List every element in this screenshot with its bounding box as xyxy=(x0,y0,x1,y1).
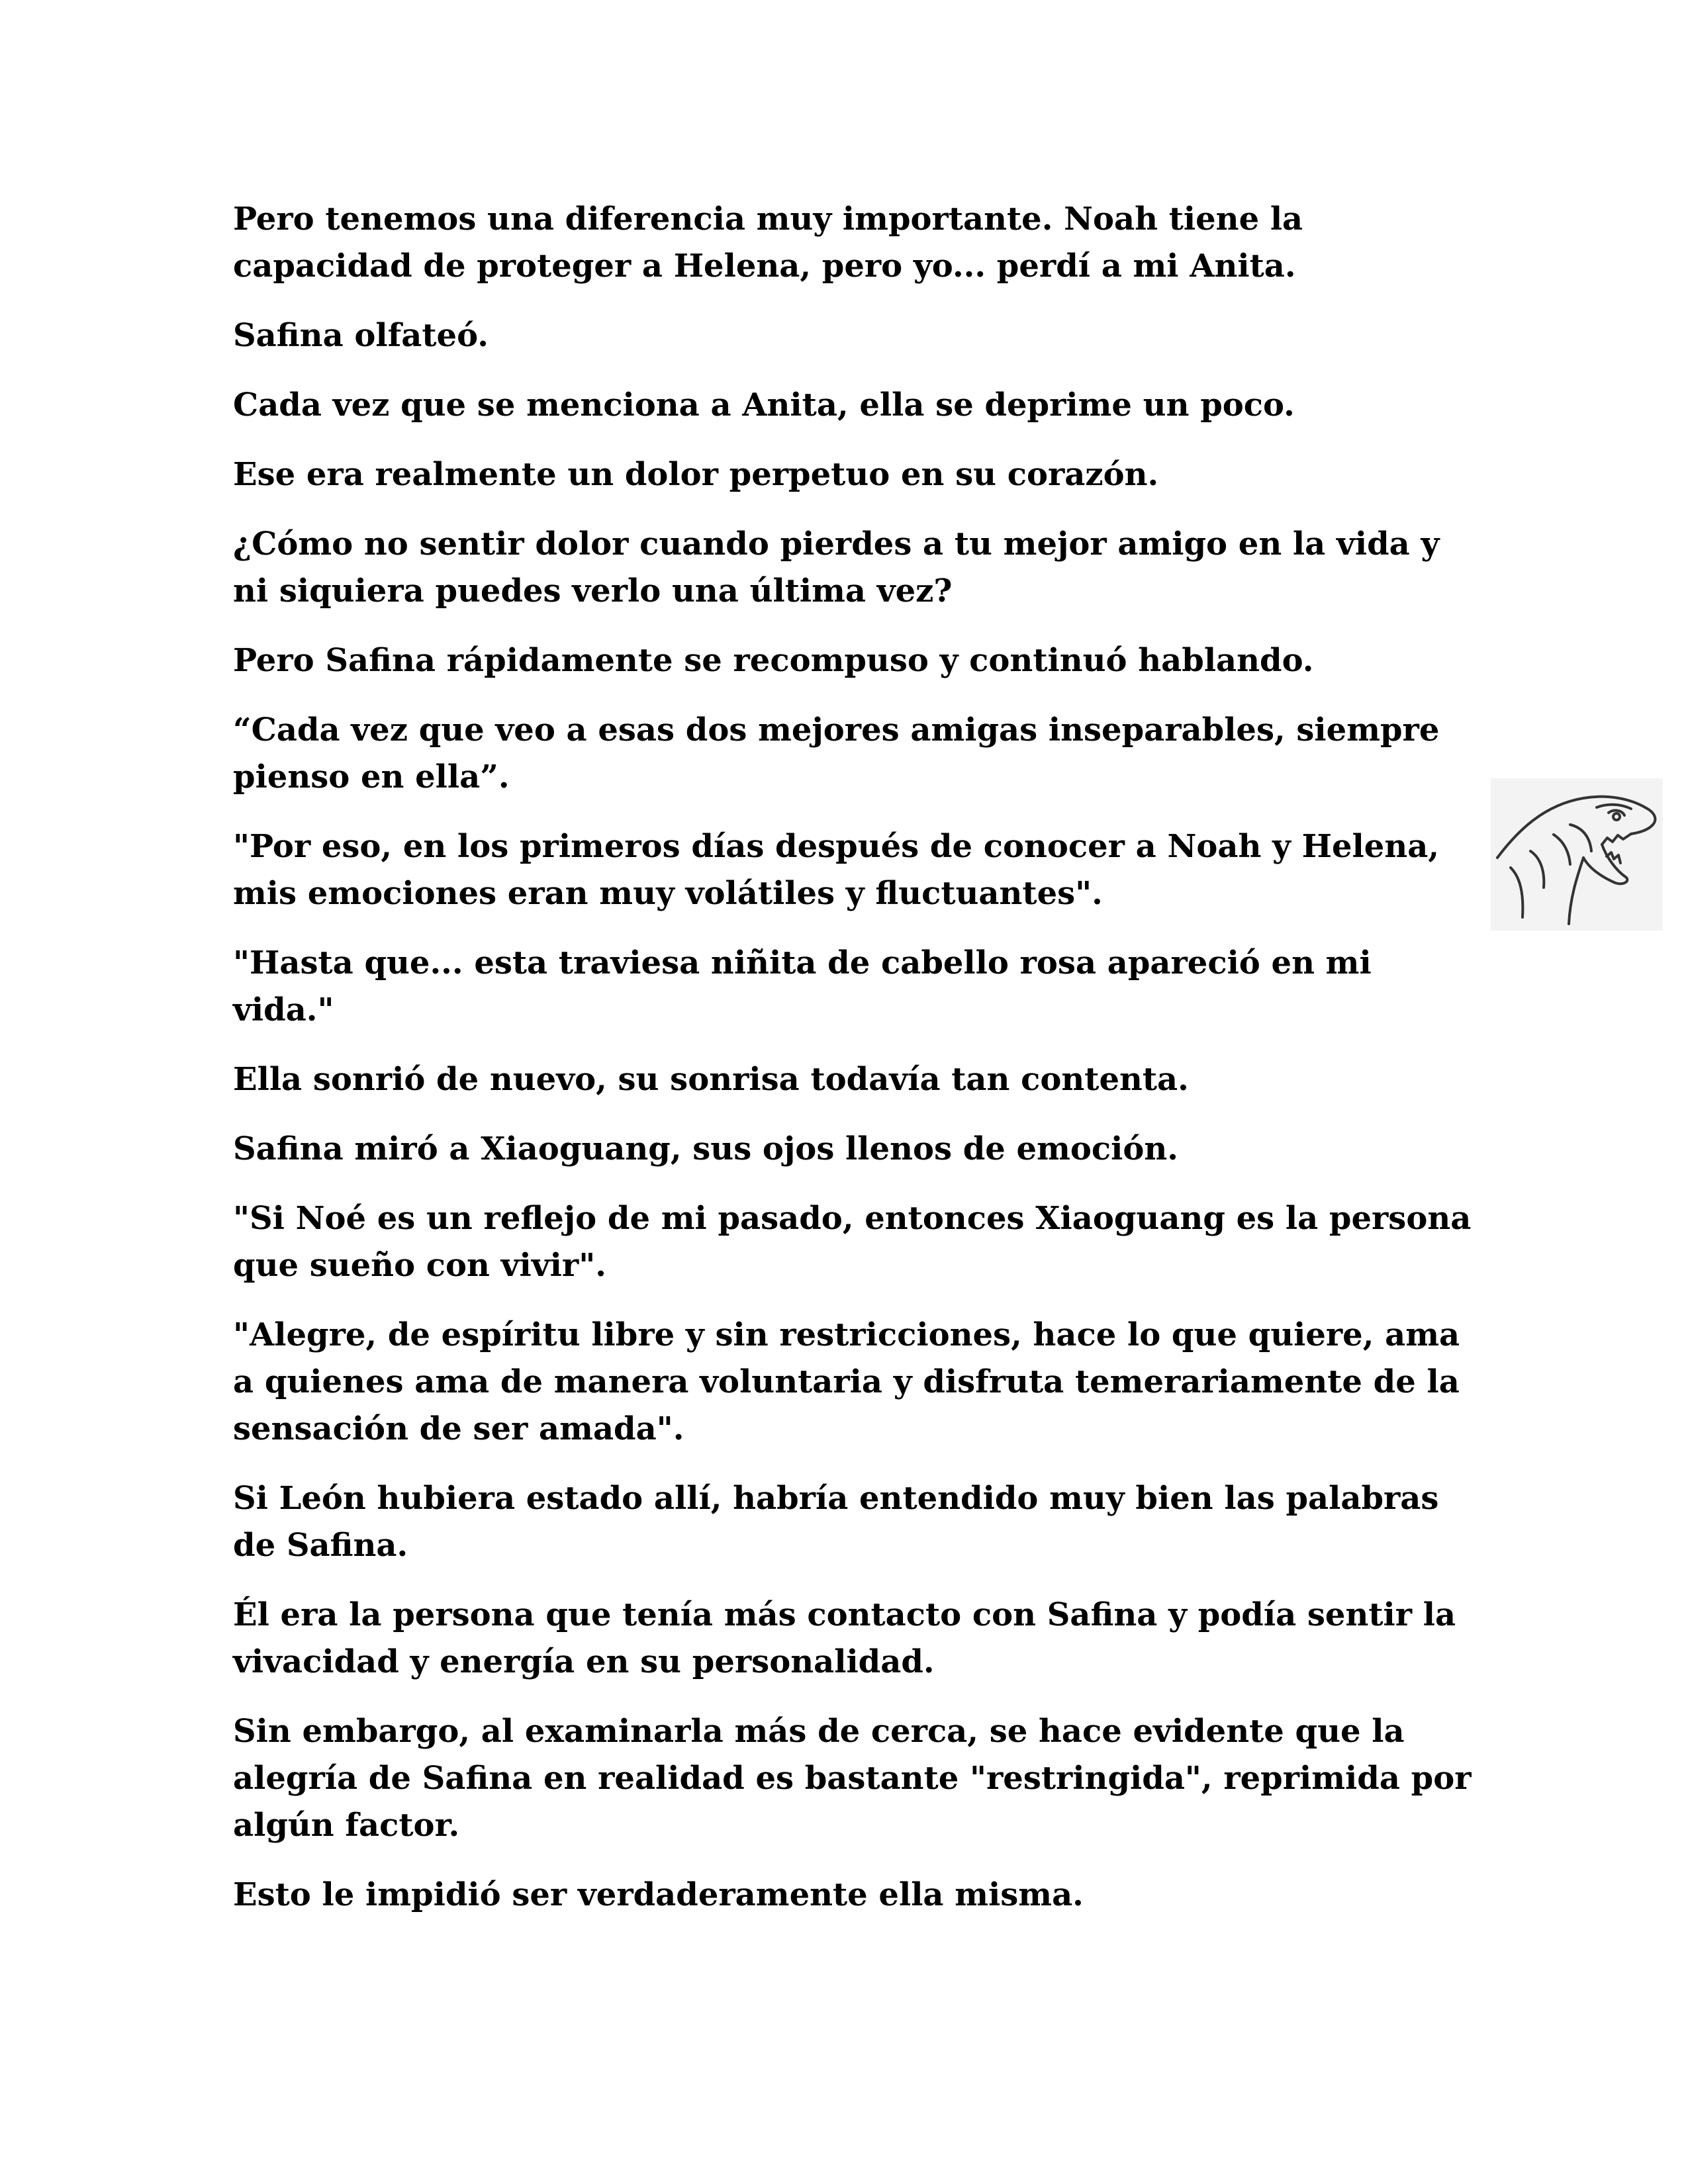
paragraph: "Alegre, de espíritu libre y sin restricciones, hace lo que quiere, ama a quienes ama de manera voluntaria y disfruta temerariamente de la sensación de ser amada". xyxy=(233,1316,1460,1447)
paragraph: Ella sonrió de nuevo, su sonrisa todavía tan contenta. xyxy=(233,1061,1189,1098)
paragraph: Safina olfateó. xyxy=(233,317,489,354)
paragraph: Ese era realmente un dolor perpetuo en su corazón. xyxy=(233,456,1159,493)
paragraph: Sin embargo, al examinarla más de cerca, se hace evidente que la alegría de Safina en realidad es bastante "restringida", reprimida por algún factor. xyxy=(233,1713,1472,1844)
paragraph: Si León hubiera estado allí, habría entendido muy bien las palabras de Safina. xyxy=(233,1480,1439,1564)
dinosaur-sketch-icon xyxy=(1491,778,1663,931)
paragraph: Safina miró a Xiaoguang, sus ojos llenos de emoción. xyxy=(233,1130,1178,1167)
paragraph: “Cada vez que veo a esas dos mejores amigas inseparables, siempre pienso en ella”. xyxy=(233,711,1440,796)
paragraph: "Por eso, en los primeros días después de conocer a Noah y Helena, mis emociones eran muy volátiles y fluctuantes". xyxy=(233,828,1440,912)
paragraph: Pero tenemos una diferencia muy importante. Noah tiene la capacidad de proteger a Helena, pero yo... perdí a mi Anita. xyxy=(233,201,1303,285)
paragraph: ¿Cómo no sentir dolor cuando pierdes a tu mejor amigo en la vida y ni siquiera puedes verlo una última vez? xyxy=(233,525,1440,610)
paragraph: Pero Safina rápidamente se recompuso y continuó hablando. xyxy=(233,642,1314,679)
paragraph: "Si Noé es un reflejo de mi pasado, entonces Xiaoguang es la persona que sueño con vivir". xyxy=(233,1200,1472,1284)
body-text xyxy=(233,196,1477,1941)
paragraph: Cada vez que se menciona a Anita, ella se deprime un poco. xyxy=(233,387,1295,424)
paragraph: Esto le impidió ser verdaderamente ella misma. xyxy=(233,1876,1084,1913)
paragraph: "Hasta que... esta traviesa niñita de cabello rosa apareció en mi vida." xyxy=(233,944,1372,1028)
paragraph: Él era la persona que tenía más contacto con Safina y podía sentir la vivacidad y energía en su personalidad. xyxy=(233,1596,1456,1680)
